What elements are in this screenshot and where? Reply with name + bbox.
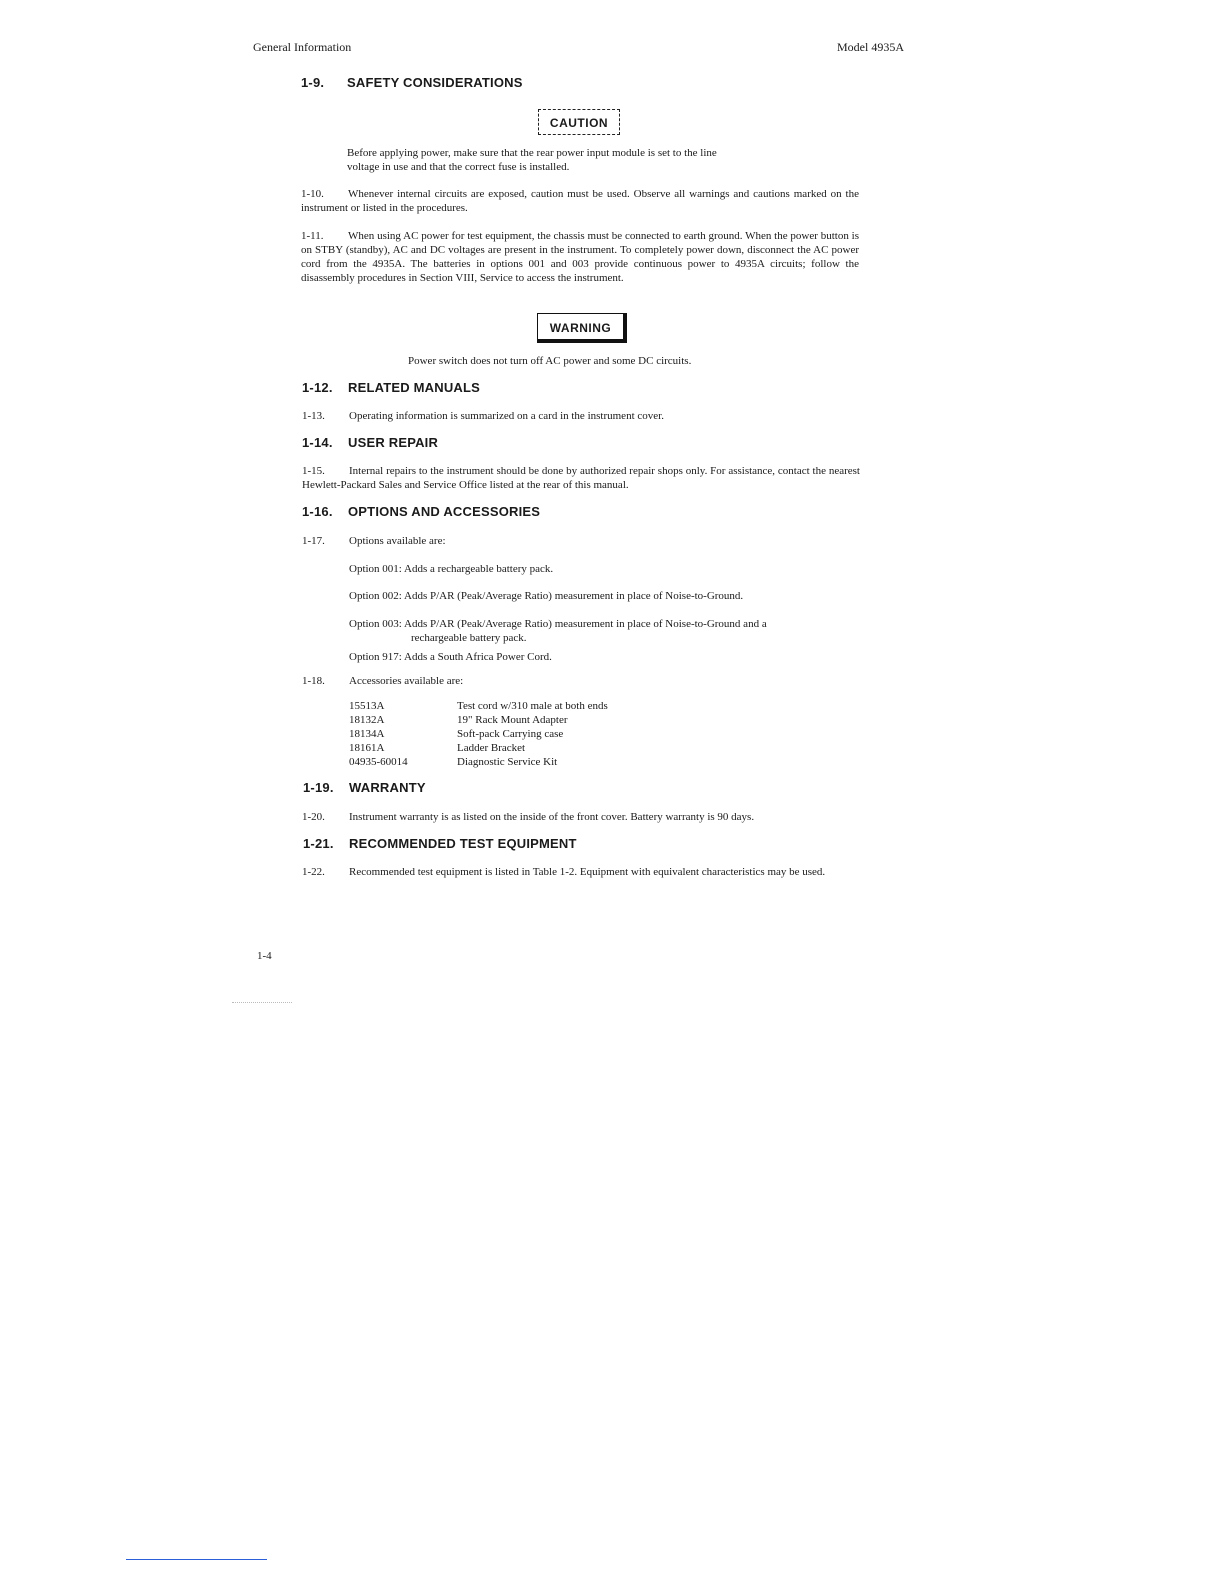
paragraph-text: Accessories available are: (349, 675, 464, 687)
paragraph-number: 1-17. (302, 535, 325, 547)
section-number: 1-16. (302, 504, 333, 519)
paragraph-text: When using AC power for test equipment, the chassis must be connected to earth ground. When the power button is on STBY (standby), AC and DC voltages are present in the instrument. To completely power down, disconnect the AC power cord from the 4935A. The batteries in options 001 and 003 provide continuous power to 4935A circuits; follow the disassembly procedures in Section VIII, Service to access the instrument. (301, 230, 859, 284)
running-header-left: General Information (253, 40, 352, 54)
paragraph-text: Whenever internal circuits are exposed, caution must be used. Observe all warnings and cautions marked on the instrument or listed in the procedures. (301, 188, 859, 214)
accessory-row (349, 741, 525, 755)
paragraph-number: 1-15. (302, 465, 325, 477)
caution-label: CAUTION (538, 109, 620, 135)
accessory-description: Test cord w/310 male at both ends (457, 700, 608, 712)
accessory-description: Soft-pack Carrying case (457, 728, 564, 740)
section-heading-1-16 (302, 504, 540, 519)
paragraph-1-13 (302, 409, 860, 423)
paragraph-number: 1-22. (302, 866, 325, 878)
section-title: RELATED MANUALS (348, 380, 481, 395)
section-number: 1-21. (303, 836, 334, 851)
section-title: OPTIONS AND ACCESSORIES (348, 504, 541, 519)
section-heading-1-12 (302, 380, 480, 395)
paragraph-1-10 (301, 187, 859, 215)
paragraph-number: 1-10. (301, 188, 324, 200)
section-number: 1-9. (301, 75, 325, 90)
option-002: Option 002: Adds P/AR (Peak/Average Ratio) measurement in place of Noise-to-Ground. (349, 590, 744, 602)
paragraph-text: Options available are: (349, 535, 446, 547)
section-heading-1-21 (303, 836, 577, 851)
section-title: SAFETY CONSIDERATIONS (347, 75, 523, 90)
section-title: RECOMMENDED TEST EQUIPMENT (349, 836, 577, 851)
paragraph-number: 1-18. (302, 675, 325, 687)
page-number: 1-4 (257, 950, 272, 962)
paragraph-number: 1-20. (302, 811, 325, 823)
paragraph-1-17 (302, 534, 860, 548)
paragraph-1-18 (302, 674, 860, 688)
paragraph-number: 1-13. (302, 410, 325, 422)
section-number: 1-14. (302, 435, 333, 450)
accessory-row (349, 713, 568, 727)
option-003-line-1: Option 003: Adds P/AR (Peak/Average Ratio) measurement in place of Noise-to-Ground and a (349, 618, 767, 630)
accessory-part-number: 04935-60014 (349, 756, 408, 768)
paragraph-text: Operating information is summarized on a card in the instrument cover. (349, 410, 664, 422)
section-title: WARRANTY (349, 780, 426, 795)
accessory-part-number: 18134A (349, 728, 385, 740)
accessory-part-number: 18132A (349, 714, 385, 726)
warning-text: Power switch does not turn off AC power and some DC circuits. (408, 355, 692, 367)
caution-text-line-2: voltage in use and that the correct fuse is installed. (347, 161, 570, 173)
paragraph-text: Internal repairs to the instrument should be done by authorized repair shops only. For assistance, contact the nearest Hewlett-Packard Sales and Service Office listed at the rear of this manual. (302, 465, 860, 491)
section-heading-1-14 (302, 435, 438, 450)
paragraph-text: Instrument warranty is as listed on the inside of the front cover. Battery warranty is 90 days. (349, 811, 755, 823)
accessory-row (349, 727, 563, 741)
paragraph-1-22 (302, 865, 862, 879)
section-title: USER REPAIR (348, 435, 439, 450)
option-917: Option 917: Adds a South Africa Power Cord. (349, 651, 552, 663)
scan-artifact (232, 1002, 292, 1003)
paragraph-1-15 (302, 464, 860, 492)
accessory-description: 19" Rack Mount Adapter (457, 714, 568, 726)
footer-rule (126, 1559, 267, 1560)
paragraph-number: 1-11. (301, 230, 324, 242)
warning-label: WARNING (537, 313, 627, 343)
paragraph-1-11 (301, 229, 859, 285)
paragraph-text: Recommended test equipment is listed in Table 1-2. Equipment with equivalent characteristics may be used. (349, 866, 826, 878)
accessory-row (349, 699, 608, 713)
accessory-part-number: 18161A (349, 742, 385, 754)
accessory-description: Diagnostic Service Kit (457, 756, 558, 768)
paragraph-1-20 (302, 810, 860, 824)
accessory-description: Ladder Bracket (457, 742, 526, 754)
running-header-right: Model 4935A (837, 40, 904, 54)
accessory-part-number: 15513A (349, 700, 385, 712)
section-number: 1-19. (303, 780, 334, 795)
section-heading-1-9 (301, 75, 523, 90)
section-heading-1-19 (303, 780, 426, 795)
option-003-line-2: rechargeable battery pack. (411, 632, 527, 644)
section-number: 1-12. (302, 380, 333, 395)
accessory-row (349, 755, 557, 769)
option-001: Option 001: Adds a rechargeable battery pack. (349, 563, 554, 575)
caution-text-line-1: Before applying power, make sure that the rear power input module is set to the line (347, 147, 717, 159)
